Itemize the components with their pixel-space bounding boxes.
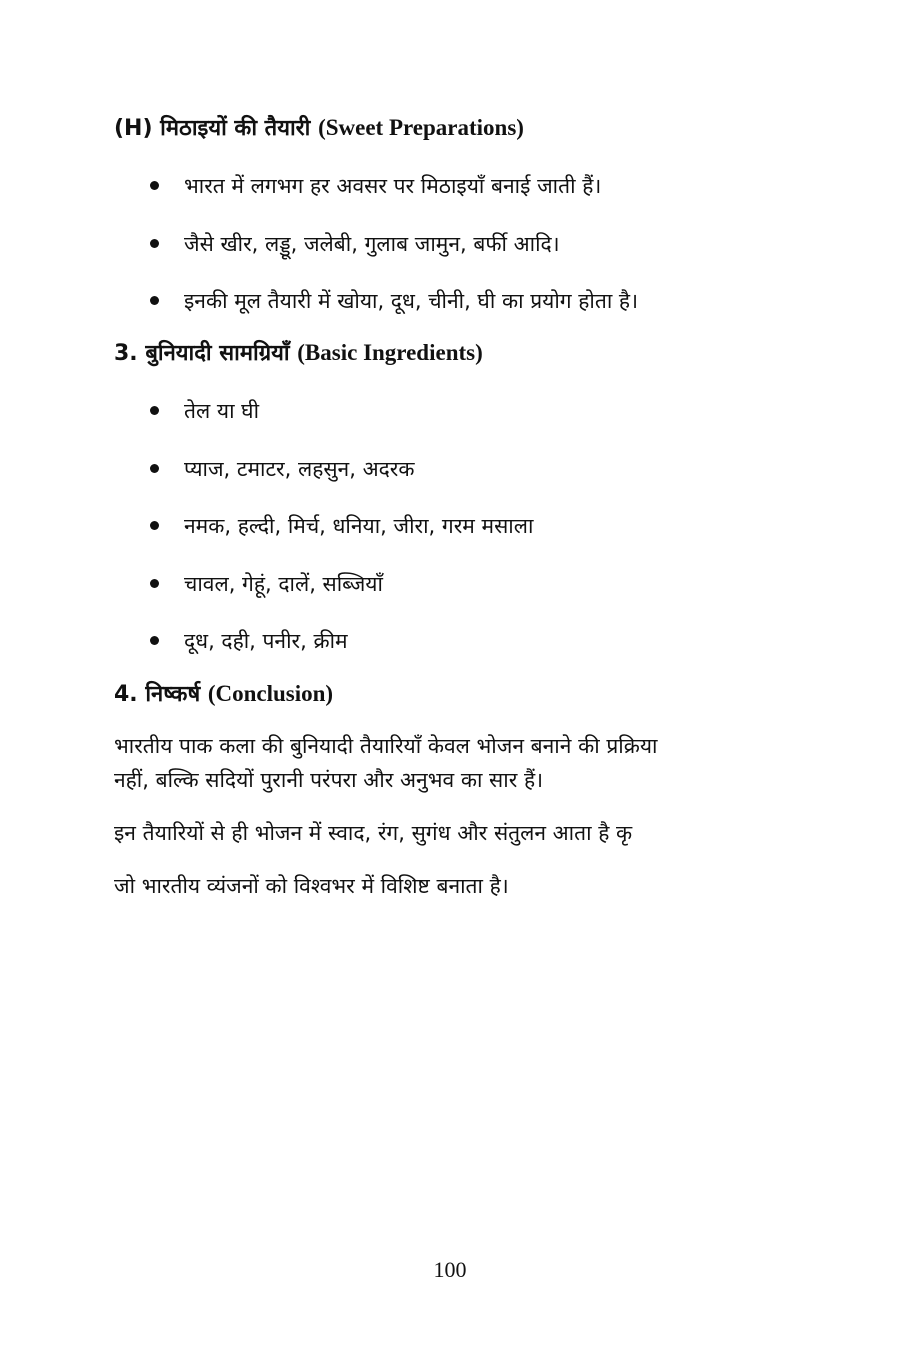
paragraph-line: भारतीय पाक कला की बुनियादी तैयारियाँ केवल भोजन बनाने की प्रक्रिया <box>114 734 658 758</box>
list-item <box>150 171 601 201</box>
bullet-icon <box>150 636 159 645</box>
bullet-icon <box>150 464 159 473</box>
section-h-heading <box>114 113 524 144</box>
list-item-text: जैसे खीर, लड्डू, जलेबी, गुलाब जामुन, बर्फी आदि। <box>184 232 560 256</box>
list-item <box>150 229 560 259</box>
section-h-heading-english: (Sweet Preparations) <box>318 115 524 140</box>
list-item <box>150 286 638 316</box>
section-4-heading-english: (Conclusion) <box>207 681 334 706</box>
bullet-icon <box>150 579 159 588</box>
section-3-heading-english: (Basic Ingredients) <box>297 340 483 365</box>
list-item <box>150 626 348 656</box>
paragraph-line: नहीं, बल्कि सदियों पुरानी परंपरा और अनुभव का सार हैं। <box>114 768 544 792</box>
list-item-text: तेल या घी <box>184 399 260 423</box>
list-item <box>150 396 259 426</box>
conclusion-paragraph-2 <box>114 816 794 850</box>
section-h-heading-hindi: (H) मिठाइयों की तैयारी <box>114 116 311 141</box>
section-3-heading <box>114 338 483 369</box>
list-item-text: प्याज, टमाटर, लहसुन, अदरक <box>184 457 415 481</box>
list-item-text: इनकी मूल तैयारी में खोया, दूध, चीनी, घी का प्रयोग होता है। <box>184 289 639 313</box>
bullet-icon <box>150 239 159 248</box>
list-item-text: भारत में लगभग हर अवसर पर मिठाइयाँ बनाई जाती हैं। <box>184 174 602 198</box>
section-4-heading <box>114 679 333 710</box>
section-4-heading-hindi: 4. निष्कर्ष <box>114 682 201 707</box>
section-3-heading-hindi: 3. बुनियादी सामग्रियाँ <box>114 341 290 366</box>
page-number: 100 <box>433 1257 467 1282</box>
conclusion-paragraph-2-continued <box>114 869 794 903</box>
paragraph-line: जो भारतीय व्यंजनों को विश्वभर में विशिष्ट बनाता है। <box>114 874 509 898</box>
list-item-text: नमक, हल्दी, मिर्च, धनिया, जीरा, गरम मसाला <box>184 514 534 538</box>
list-item-text: दूध, दही, पनीर, क्रीम <box>184 629 348 653</box>
bullet-icon <box>150 296 159 305</box>
list-item-text: चावल, गेहूं, दालें, सब्जियाँ <box>184 572 383 596</box>
list-item <box>150 569 383 599</box>
bullet-icon <box>150 181 159 190</box>
list-item <box>150 454 414 484</box>
paragraph-line: इन तैयारियों से ही भोजन में स्वाद, रंग, सुगंध और संतुलन आता है कृ <box>114 821 633 845</box>
list-item <box>150 511 533 541</box>
bullet-icon <box>150 521 159 530</box>
conclusion-paragraph-1 <box>114 729 794 797</box>
bullet-icon <box>150 406 159 415</box>
